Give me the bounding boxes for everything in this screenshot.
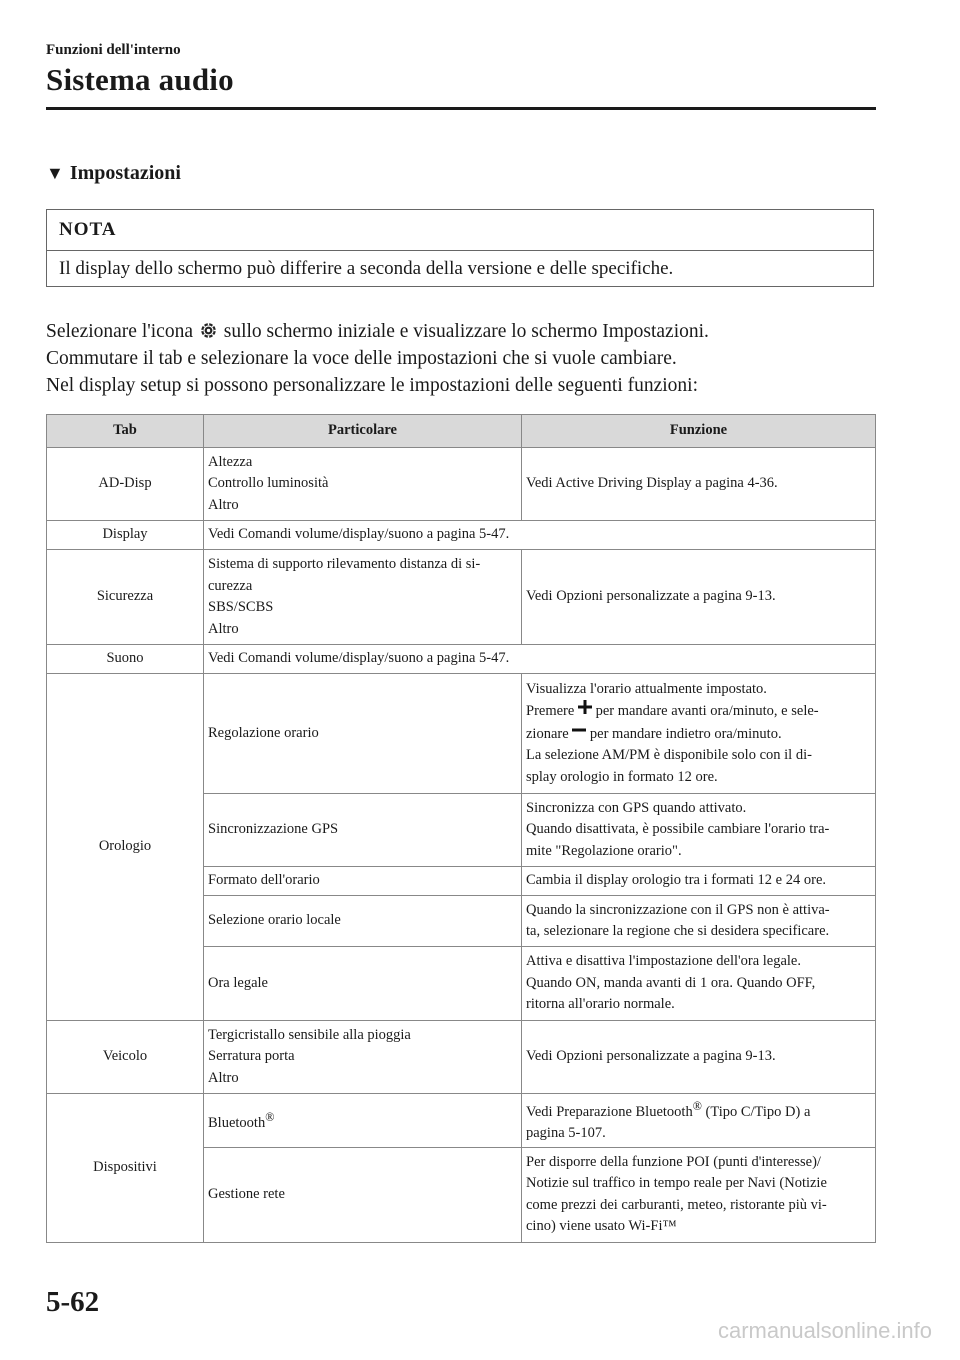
item-line: Altro — [208, 1069, 239, 1086]
function-line — [526, 1096, 871, 1123]
item-line: SBS/SCBS — [208, 599, 274, 615]
function-cell — [522, 794, 876, 867]
function-cell — [522, 947, 876, 1021]
function-text: (Tipo C/Tipo D) a — [701, 1103, 811, 1120]
function-cell — [522, 896, 876, 947]
function-text: Premere — [526, 703, 575, 720]
registered-mark: ® — [265, 1109, 275, 1124]
column-header-funzione: Funzione — [522, 415, 876, 448]
section-title: Impostazioni — [69, 162, 181, 184]
function-text: zionare — [526, 725, 569, 742]
function-cell — [522, 1094, 876, 1148]
function-line: come prezzi dei carburanti, meteo, ristorante più vi- — [526, 1196, 827, 1213]
table-row — [47, 550, 876, 645]
item-line: Altro — [208, 496, 239, 513]
table-row — [47, 645, 876, 674]
function-line: Quando ON, manda avanti di 1 ora. Quando OFF, — [526, 974, 816, 991]
function-line: Sincronizza con GPS quando attivato. — [526, 799, 747, 816]
function-cell: Cambia il display orologio tra i formati 12 e 24 ore. — [522, 867, 876, 896]
item-line: Serratura porta — [208, 1048, 295, 1065]
item-cell — [204, 1021, 522, 1094]
function-text: per mandare avanti ora/minuto, e sele- — [595, 703, 819, 720]
item-cell — [204, 448, 522, 521]
function-line: cino) viene usato Wi-Fi™ — [526, 1218, 677, 1235]
column-header-tab: Tab — [47, 415, 204, 448]
function-cell: Vedi Active Driving Display a pagina 4-36. — [522, 448, 876, 521]
function-cell: Vedi Comandi volume/display/suono a pagina 5-47. — [204, 645, 876, 674]
item-line: Altezza — [208, 453, 253, 470]
tab-cell: Orologio — [47, 674, 204, 1021]
chapter-label: Funzioni dell'interno — [46, 42, 181, 58]
section-heading — [46, 162, 181, 185]
table-row — [47, 1094, 876, 1148]
function-line: pagina 5-107. — [526, 1125, 606, 1142]
function-line: Attiva e disattiva l'impostazione dell'ora legale. — [526, 953, 801, 970]
function-text: Vedi Preparazione Bluetooth — [526, 1103, 693, 1120]
function-line: splay orologio in formato 12 ore. — [526, 768, 718, 785]
item-cell: Gestione rete — [204, 1147, 522, 1242]
table-header-row — [47, 415, 876, 448]
tab-cell: Veicolo — [47, 1021, 204, 1094]
intro-text-before-icon: Selezionare l'icona — [46, 321, 193, 342]
registered-mark: ® — [692, 1099, 702, 1113]
function-line: Visualizza l'orario attualmente impostato. — [526, 680, 767, 697]
function-line — [526, 700, 871, 723]
item-line: curezza — [208, 577, 253, 594]
intro-line-2: Commutare il tab e selezionare la voce delle impostazioni che si vuole cambiare. — [46, 348, 677, 369]
page-number: 5-62 — [46, 1286, 100, 1318]
function-line: Quando la sincronizzazione con il GPS non è attiva- — [526, 901, 830, 918]
intro-line-1 — [46, 318, 876, 345]
item-cell: Formato dell'orario — [204, 867, 522, 896]
function-cell — [522, 1147, 876, 1242]
item-cell — [204, 1094, 522, 1148]
item-cell: Selezione orario locale — [204, 896, 522, 947]
function-line: Per disporre della funzione POI (punti d'interesse)/ — [526, 1153, 821, 1170]
note-heading: NOTA — [47, 210, 873, 251]
function-cell — [522, 674, 876, 794]
function-line: mite "Regolazione orario". — [526, 842, 682, 859]
section-marker: ▼ — [46, 163, 64, 183]
table-row — [47, 448, 876, 521]
item-cell: Sincronizzazione GPS — [204, 794, 522, 867]
tab-cell: Display — [47, 521, 204, 550]
function-cell: Vedi Opzioni personalizzate a pagina 9-13. — [522, 550, 876, 645]
header-rule — [46, 107, 876, 110]
plus-icon — [578, 700, 592, 714]
function-text: per mandare indietro ora/minuto. — [589, 725, 782, 742]
intro-line-3: Nel display setup si possono personalizzare le impostazioni delle seguenti funzioni: — [46, 375, 699, 396]
table-row — [47, 521, 876, 550]
item-cell: Regolazione orario — [204, 674, 522, 794]
item-line: Tergicristallo sensibile alla pioggia — [208, 1026, 411, 1043]
item-cell — [204, 550, 522, 645]
function-line: La selezione AM/PM è disponibile solo con il di- — [526, 747, 812, 764]
function-line: Quando disattivata, è possibile cambiare l'orario tra- — [526, 821, 830, 838]
column-header-particolare: Particolare — [204, 415, 522, 448]
item-text: Bluetooth — [208, 1114, 266, 1131]
tab-cell: Dispositivi — [47, 1094, 204, 1243]
function-line: Notizie sul traffico in tempo reale per Navi (Notizie — [526, 1175, 827, 1192]
item-cell: Ora legale — [204, 947, 522, 1021]
table-row — [47, 674, 876, 794]
tab-cell: Sicurezza — [47, 550, 204, 645]
function-line — [526, 723, 871, 746]
intro-text-after-icon: sullo schermo iniziale e visualizzare lo schermo Impostazioni. — [223, 321, 709, 342]
intro-paragraph — [46, 318, 876, 399]
item-line: Altro — [208, 620, 239, 637]
tab-cell: Suono — [47, 645, 204, 674]
note-text: Il display dello schermo può differire a seconda della versione e delle specifiche. — [59, 258, 674, 279]
page-title: Sistema audio — [46, 62, 234, 97]
function-cell: Vedi Opzioni personalizzate a pagina 9-13. — [522, 1021, 876, 1094]
function-cell: Vedi Comandi volume/display/suono a pagina 5-47. — [204, 521, 876, 550]
function-line: ritorna all'orario normale. — [526, 996, 675, 1013]
item-line: Sistema di supporto rilevamento distanza di si- — [208, 556, 481, 572]
watermark: carmanualsonline.info — [717, 1318, 932, 1343]
tab-cell: AD-Disp — [47, 448, 204, 521]
note-box — [46, 209, 874, 287]
settings-gear-icon — [200, 322, 217, 339]
function-line: ta, selezionare la regione che si desidera specificare. — [526, 923, 830, 939]
table-row — [47, 1021, 876, 1094]
settings-table — [46, 414, 876, 1243]
item-line: Controllo luminosità — [208, 475, 329, 492]
minus-icon — [572, 723, 586, 737]
